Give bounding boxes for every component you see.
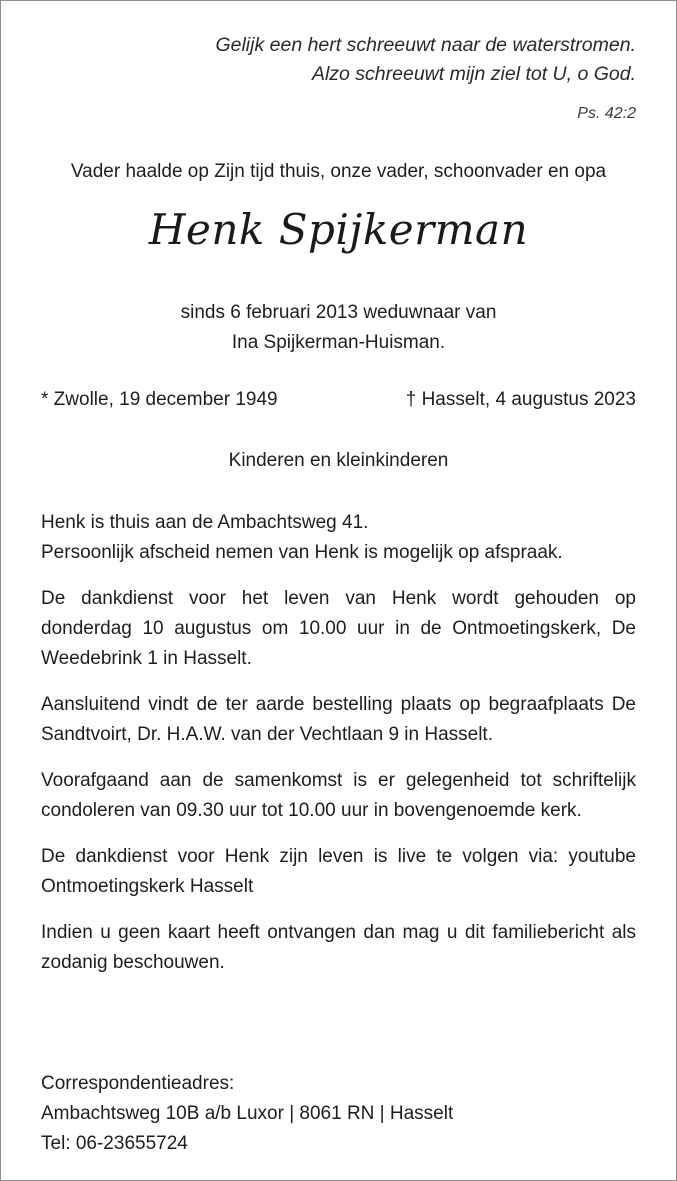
- widower-statement: [1, 298, 676, 358]
- correspondence-label: Correspondentieadres:: [41, 1073, 235, 1094]
- paragraph-livestream: De dankdienst voor Henk zijn leven is live te volgen via: youtube Ontmoetingskerk Hasselt: [41, 846, 636, 897]
- correspondence-address: [41, 1069, 453, 1159]
- birth-date: * Zwolle, 19 december 1949: [41, 389, 278, 410]
- paragraph-condolence: Voorafgaand aan de samenkomst is er gelegenheid tot schriftelijk condoleren van 09.30 uur tot 10.00 uur in bovengenoemde kerk.: [41, 770, 636, 821]
- bible-verse: [215, 31, 636, 89]
- bible-verse-line-1: Gelijk een hert schreeuwt naar de waterstromen.: [215, 34, 636, 56]
- notice-body: [41, 508, 636, 978]
- life-dates: [41, 389, 636, 411]
- widower-line-2: Ina Spijkerman-Huisman.: [231, 332, 446, 353]
- intro-text: Vader haalde op Zijn tijd thuis, onze vader, schoonvader en opa: [70, 161, 607, 182]
- paragraph-home-line-1: Henk is thuis aan de Ambachtsweg 41.: [41, 512, 369, 533]
- death-date: † Hasselt, 4 augustus 2023: [405, 389, 636, 410]
- deceased-name: Henk Spijkerman: [148, 205, 529, 254]
- family-signature: Kinderen en kleinkinderen: [228, 450, 449, 471]
- paragraph-service: De dankdienst voor het leven van Henk wordt gehouden op donderdag 10 augustus om 10.00 uur in de Ontmoetingskerk, De Weedebrink 1 in Hasselt.: [41, 588, 636, 669]
- paragraph-home-line-2: Persoonlijk afscheid nemen van Henk is mogelijk op afspraak.: [41, 542, 563, 563]
- correspondence-street: Ambachtsweg 10B a/b Luxor | 8061 RN | Hasselt: [41, 1103, 454, 1124]
- paragraph-burial: Aansluitend vindt de ter aarde bestelling plaats op begraafplaats De Sandtvoirt, Dr. H.A.W. van der Vechtlaan 9 in Hasselt.: [41, 694, 636, 745]
- widower-line-1: sinds 6 februari 2013 weduwnaar van: [180, 302, 497, 323]
- bible-verse-line-2: Alzo schreeuwt mijn ziel tot U, o God.: [311, 63, 636, 85]
- correspondence-phone: Tel: 06-23655724: [41, 1133, 188, 1154]
- paragraph-home: [41, 508, 636, 568]
- bible-verse-reference: Ps. 42:2: [577, 105, 636, 122]
- paragraph-no-card: Indien u geen kaart heeft ontvangen dan mag u dit familiebericht als zodanig beschouwen.: [41, 922, 636, 973]
